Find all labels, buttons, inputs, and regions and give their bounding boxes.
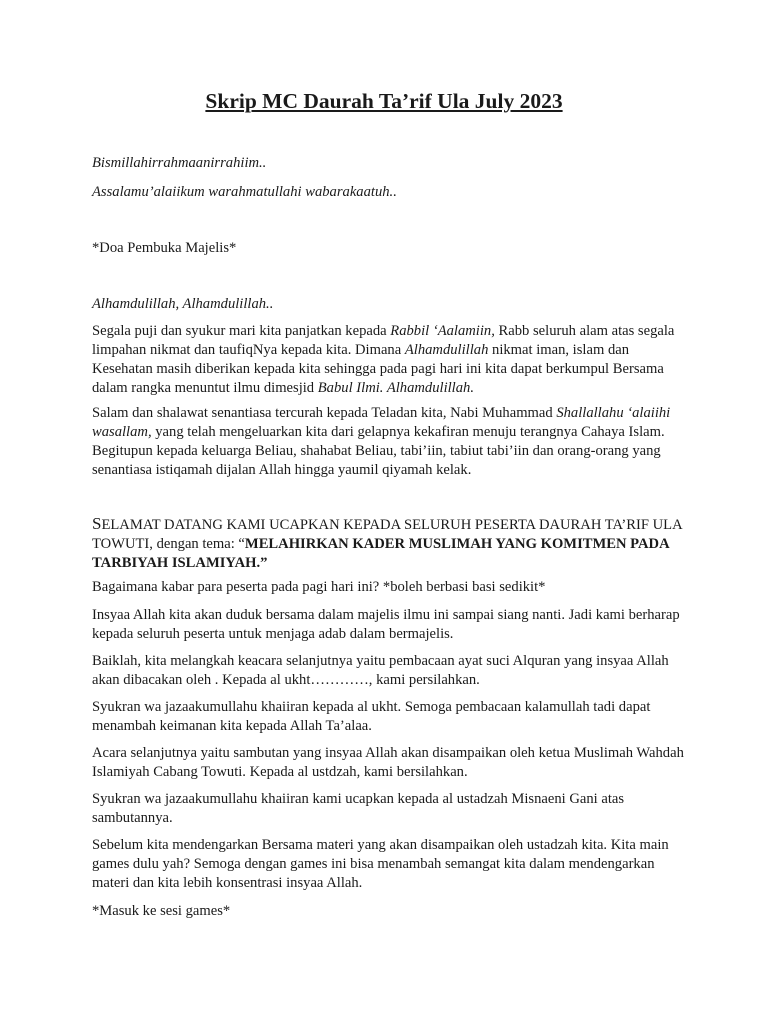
salam-line: Assalamu’alaiikum warahmatullahi wabarakaatuh.. — [92, 184, 397, 200]
alhamdulillah-line: Alhamdulillah, Alhamdulillah.. — [92, 296, 274, 312]
paragraph-syukran-ustadzah: Syukran wa jazaakumullahu khaiiran kami ucapkan kepada al ustadzah Misnaeni Gani atas sambutannya. — [92, 791, 625, 826]
text-span: yang telah mengeluarkan kita dari gelapnya kekafiran menuju terangnya Cahaya Islam. Begitupun kepada keluarga Beliau, shahabat Beliau, tabi’iin, tabiut tabi’iin dan orang-orang yang senantiasa istiqamah dijalan Allah hingga yaumil qiyamah kelak. — [92, 424, 665, 478]
text-span: nikmat iman, islam dan Kesehatan masih diberikan kepada kita sehingga pada pagi hari ini kita dapat berkumpul Bersama dalam rangka menuntut ilmu dimesjid — [92, 342, 664, 396]
paragraph-greeting: Bagaimana kabar para peserta pada pagi hari ini? *boleh berbasi basi sedikit* — [92, 579, 546, 595]
text-span: Salam dan shalawat senantiasa tercurah kepada Teladan kita, Nabi Muhammad — [92, 405, 557, 421]
text-span: Rabb seluruh alam atas segala limpahan nikmat dan taufiqNya kepada kita. Dimana — [92, 323, 675, 358]
text-span: Segala puji dan syukur mari kita panjatkan kepada — [92, 323, 391, 339]
paragraph-syukran-ukht: Syukran wa jazaakumullahu khaiiran kepada al ukht. Semoga pembacaan kalamullah tadi dapat menambah keimanan kita kepada Allah Ta’alaa. — [92, 699, 651, 734]
theme-text: MELAHIRKAN KADER MUSLIMAH YANG KOMITMEN PADA TARBIYAH ISLAMIYAH.” — [92, 536, 669, 571]
paragraph-welcome — [92, 514, 692, 573]
italic-span: Babul Ilmi. Alhamdulillah. — [317, 380, 474, 396]
italic-span: Rabbil ‘Aalamiin, — [390, 323, 495, 339]
dropcap-letter: S — [92, 514, 102, 533]
paragraph-majelis: Insyaa Allah kita akan duduk bersama dalam majelis ilmu ini sampai siang nanti. Jadi kami berharap kepada seluruh peserta untuk menjaga adab dalam bermajelis. — [92, 607, 680, 642]
games-instruction: *Masuk ke sesi games* — [92, 903, 231, 919]
paragraph-games-intro: Sebelum kita mendengarkan Bersama materi yang akan disampaikan oleh ustadzah kita. Kita main games dulu yah? Semoga dengan games ini bisa menambah semangat kita dalam mendengarkan materi dan kita lebih konsentrasi insyaa Allah. — [92, 837, 669, 891]
text-span: ELAMAT DATANG KAMI UCAPKAN KEPADA SELURUH PESERTA DAURAH TA’RIF ULA TOWUTI, dengan tema: “ — [92, 517, 682, 552]
document-title: Skrip MC Daurah Ta’rif Ula July 2023 — [205, 89, 563, 113]
bismillah-line: Bismillahirrahmaanirrahiim.. — [92, 155, 267, 171]
paragraph-opening-praise — [92, 322, 692, 398]
doa-instruction: *Doa Pembuka Majelis* — [92, 240, 237, 256]
italic-span: Alhamdulillah — [404, 342, 489, 358]
paragraph-sambutan: Acara selanjutnya yaitu sambutan yang insyaa Allah akan disampaikan oleh ketua Muslimah Wahdah Islamiyah Cabang Towuti. Kepada al ustdzah, kami bersilahkan. — [92, 745, 684, 780]
paragraph-quran-reading: Baiklah, kita melangkah keacara selanjutnya yaitu pembacaan ayat suci Alquran yang insyaa Allah akan dibacakan oleh . Kepada al ukht…………, kami persilahkan. — [92, 653, 669, 688]
italic-span: Shallallahu ‘alaiihi wasallam, — [92, 405, 671, 440]
paragraph-shalawat — [92, 404, 692, 480]
